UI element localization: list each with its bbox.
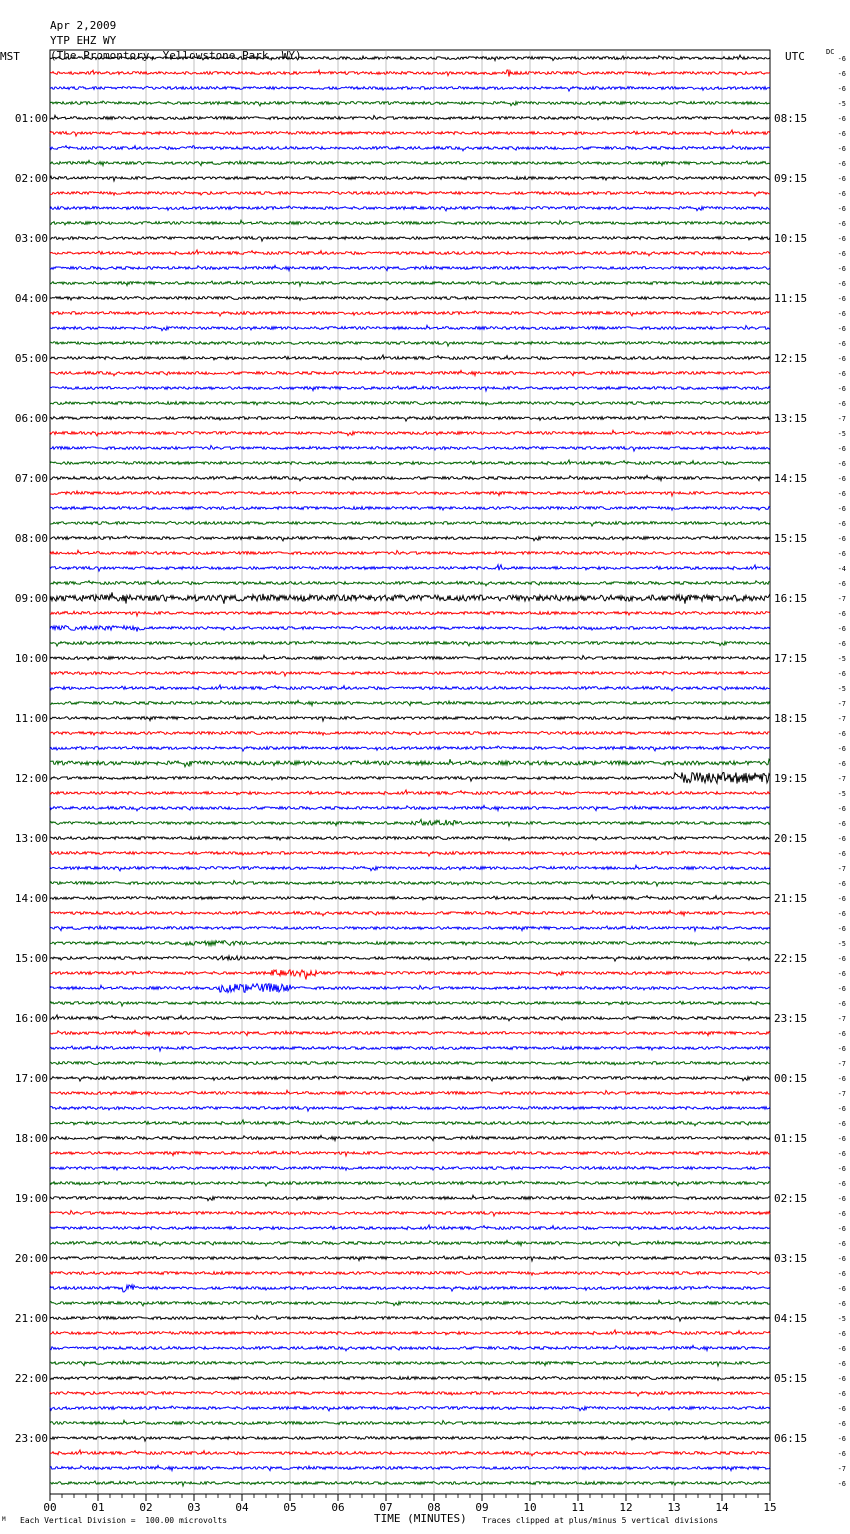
trace-line bbox=[50, 1135, 770, 1140]
dc-offset-label: -6 bbox=[837, 955, 846, 963]
left-hour-label: 17:00 bbox=[14, 1072, 48, 1085]
dc-offset-label: -6 bbox=[837, 1330, 846, 1338]
trace-line bbox=[50, 1166, 770, 1170]
dc-offset-label: -6 bbox=[837, 625, 846, 633]
trace-line bbox=[50, 655, 770, 660]
trace-line bbox=[50, 805, 770, 810]
dc-offset-label: -6 bbox=[837, 910, 846, 918]
trace-line bbox=[50, 1465, 770, 1470]
trace-line bbox=[50, 250, 770, 256]
dc-offset-label: -6 bbox=[837, 835, 846, 843]
trace-line bbox=[50, 1195, 770, 1200]
dc-offset-label: -6 bbox=[837, 850, 846, 858]
scale-note: Each Vertical Division = 100.00 microvolts bbox=[20, 1516, 228, 1525]
trace-line bbox=[50, 1046, 770, 1051]
dc-offset-label: -6 bbox=[837, 1180, 846, 1188]
x-tick-label: 05 bbox=[283, 1501, 297, 1514]
dc-offset-label: -5 bbox=[837, 790, 846, 798]
trace-line bbox=[50, 296, 770, 300]
dc-offset-label: -6 bbox=[837, 805, 846, 813]
trace-line bbox=[50, 70, 770, 77]
trace-line bbox=[50, 386, 770, 391]
dc-offset-label: -6 bbox=[837, 505, 846, 513]
dc-offset-label: -6 bbox=[837, 1030, 846, 1038]
trace-line bbox=[50, 731, 770, 735]
left-hour-label: 16:00 bbox=[14, 1012, 48, 1025]
dc-offset-label: -6 bbox=[837, 340, 846, 348]
dc-offset-label: -6 bbox=[837, 295, 846, 303]
dc-offset-label: -6 bbox=[837, 1270, 846, 1278]
trace-line bbox=[50, 716, 770, 721]
dc-offset-label: -6 bbox=[837, 250, 846, 258]
trace-line bbox=[50, 611, 770, 616]
trace-line bbox=[50, 86, 770, 91]
trace-line bbox=[50, 146, 770, 151]
dc-offset-header: DC bbox=[826, 48, 835, 56]
dc-offset-label: -6 bbox=[837, 235, 846, 243]
left-hour-label: 02:00 bbox=[14, 172, 48, 185]
trace-line bbox=[50, 910, 770, 915]
right-hour-label: 22:15 bbox=[774, 952, 808, 965]
trace-line bbox=[50, 1300, 770, 1306]
trace-line bbox=[50, 1090, 770, 1095]
trace-line bbox=[50, 851, 770, 856]
dc-offset-label: -6 bbox=[837, 145, 846, 153]
left-hour-label: 23:00 bbox=[14, 1432, 48, 1445]
dc-offset-label: -6 bbox=[837, 1435, 846, 1443]
trace-line bbox=[50, 401, 770, 405]
left-hour-label: 21:00 bbox=[14, 1312, 48, 1325]
trace-line bbox=[50, 101, 770, 106]
trace-line bbox=[50, 115, 770, 120]
trace-line bbox=[50, 55, 770, 61]
x-tick-label: 15 bbox=[763, 1501, 777, 1514]
dc-offset-label: -6 bbox=[837, 70, 846, 78]
dc-offset-label: -6 bbox=[837, 1135, 846, 1143]
trace-line bbox=[50, 220, 770, 225]
x-tick-label: 11 bbox=[571, 1501, 585, 1514]
trace-line bbox=[50, 1271, 770, 1275]
dc-offset-label: -6 bbox=[837, 1420, 846, 1428]
dc-offset-label: -6 bbox=[837, 1240, 846, 1248]
dc-offset-label: -6 bbox=[837, 55, 846, 63]
x-tick-label: 06 bbox=[331, 1501, 345, 1514]
dc-offset-label: -6 bbox=[837, 280, 846, 288]
right-hour-label: 16:15 bbox=[774, 592, 808, 605]
dc-offset-label: -6 bbox=[837, 1285, 846, 1293]
left-hour-label: 03:00 bbox=[14, 232, 48, 245]
right-hour-label: 20:15 bbox=[774, 832, 808, 845]
dc-offset-label: -5 bbox=[837, 685, 846, 693]
trace-line bbox=[50, 130, 770, 136]
dc-offset-label: -7 bbox=[837, 415, 846, 423]
left-hour-label: 07:00 bbox=[14, 472, 48, 485]
right-hour-label: 05:15 bbox=[774, 1372, 808, 1385]
dc-offset-label: -6 bbox=[837, 1405, 846, 1413]
dc-offset-label: -6 bbox=[837, 1105, 846, 1113]
dc-offset-label: -6 bbox=[837, 1345, 846, 1353]
dc-offset-label: -7 bbox=[837, 1060, 846, 1068]
x-tick-label: 01 bbox=[91, 1501, 105, 1514]
dc-offset-label: -6 bbox=[837, 1210, 846, 1218]
x-tick-label: 08 bbox=[427, 1501, 441, 1514]
trace-line bbox=[50, 265, 770, 270]
trace-line bbox=[50, 160, 770, 165]
trace-line bbox=[50, 416, 770, 421]
trace-line bbox=[50, 1181, 770, 1186]
left-hour-label: 09:00 bbox=[14, 592, 48, 605]
dc-offset-label: -6 bbox=[837, 460, 846, 468]
dc-offset-label: -6 bbox=[837, 130, 846, 138]
dc-offset-label: -6 bbox=[837, 745, 846, 753]
dc-offset-label: -6 bbox=[837, 1045, 846, 1053]
dc-offset-label: -6 bbox=[837, 925, 846, 933]
trace-line bbox=[50, 176, 770, 181]
right-hour-label: 01:15 bbox=[774, 1132, 808, 1145]
trace-line bbox=[50, 206, 770, 211]
trace-line bbox=[50, 1151, 770, 1156]
dc-offset-label: -6 bbox=[837, 985, 846, 993]
dc-offset-label: -7 bbox=[837, 865, 846, 873]
dc-offset-label: -6 bbox=[837, 880, 846, 888]
dc-offset-label: -5 bbox=[837, 655, 846, 663]
trace-line bbox=[50, 1361, 770, 1366]
trace-line bbox=[50, 895, 770, 900]
left-hour-label: 05:00 bbox=[14, 352, 48, 365]
dc-offset-label: -6 bbox=[837, 1360, 846, 1368]
left-hour-label: 06:00 bbox=[14, 412, 48, 425]
dc-offset-label: -6 bbox=[837, 1120, 846, 1128]
dc-offset-label: -6 bbox=[837, 520, 846, 528]
x-axis-title: TIME (MINUTES) bbox=[374, 1512, 467, 1525]
x-tick-label: 12 bbox=[619, 1501, 633, 1514]
trace-line bbox=[50, 581, 770, 586]
trace-line bbox=[50, 1420, 770, 1425]
right-hour-label: 10:15 bbox=[774, 232, 808, 245]
dc-offset-label: -6 bbox=[837, 550, 846, 558]
dc-offset-label: -7 bbox=[837, 1465, 846, 1473]
x-tick-label: 10 bbox=[523, 1501, 537, 1514]
trace-line bbox=[50, 836, 770, 840]
trace-line bbox=[50, 865, 770, 871]
clip-note: Traces clipped at plus/minus 5 vertical divisions bbox=[482, 1516, 719, 1525]
left-hour-label: 10:00 bbox=[14, 652, 48, 665]
left-hour-label: 14:00 bbox=[14, 892, 48, 905]
dc-offset-label: -7 bbox=[837, 1090, 846, 1098]
trace-line bbox=[50, 1481, 770, 1486]
dc-offset-label: -6 bbox=[837, 580, 846, 588]
dc-offset-label: -6 bbox=[837, 1255, 846, 1263]
trace-line bbox=[50, 1120, 770, 1126]
right-timezone-label: UTC bbox=[785, 50, 805, 63]
right-hour-label: 17:15 bbox=[774, 652, 808, 665]
dc-offset-label: -6 bbox=[837, 1225, 846, 1233]
trace-line bbox=[50, 773, 770, 784]
x-tick-label: 03 bbox=[187, 1501, 201, 1514]
left-hour-label: 01:00 bbox=[14, 112, 48, 125]
dc-offset-label: -6 bbox=[837, 175, 846, 183]
x-tick-label: 02 bbox=[139, 1501, 153, 1514]
trace-line bbox=[50, 1391, 770, 1396]
dc-offset-label: -6 bbox=[837, 355, 846, 363]
station-location: (The Promontory, Yellowstone Park, WY) bbox=[50, 49, 302, 62]
dc-offset-label: -6 bbox=[837, 385, 846, 393]
trace-line bbox=[50, 700, 770, 705]
trace-line bbox=[50, 550, 770, 555]
trace-line bbox=[50, 430, 770, 436]
right-hour-label: 19:15 bbox=[774, 772, 808, 785]
trace-line bbox=[50, 592, 770, 603]
left-hour-label: 20:00 bbox=[14, 1252, 48, 1265]
trace-line bbox=[50, 1450, 770, 1456]
dc-offset-label: -6 bbox=[837, 820, 846, 828]
trace-line bbox=[50, 1076, 770, 1081]
dc-offset-label: -6 bbox=[837, 730, 846, 738]
dc-offset-label: -5 bbox=[837, 1315, 846, 1323]
dc-offset-label: -6 bbox=[837, 190, 846, 198]
right-hour-label: 02:15 bbox=[774, 1192, 808, 1205]
trace-line bbox=[50, 819, 770, 826]
left-hour-label: 19:00 bbox=[14, 1192, 48, 1205]
dc-offset-label: -6 bbox=[837, 1480, 846, 1488]
dc-offset-label: -6 bbox=[837, 1390, 846, 1398]
trace-line bbox=[50, 1225, 770, 1230]
dc-offset-label: -6 bbox=[837, 1165, 846, 1173]
right-hour-label: 13:15 bbox=[774, 412, 808, 425]
dc-offset-label: -6 bbox=[837, 895, 846, 903]
left-hour-label: 12:00 bbox=[14, 772, 48, 785]
dc-offset-label: -6 bbox=[837, 220, 846, 228]
dc-offset-label: -6 bbox=[837, 1075, 846, 1083]
right-hour-label: 09:15 bbox=[774, 172, 808, 185]
x-tick-label: 14 bbox=[715, 1501, 729, 1514]
trace-line bbox=[50, 1330, 770, 1335]
trace-line bbox=[50, 881, 770, 887]
trace-line bbox=[50, 984, 770, 993]
trace-line bbox=[50, 1377, 770, 1381]
trace-line bbox=[50, 1211, 770, 1217]
dc-offset-label: -6 bbox=[837, 970, 846, 978]
dc-offset-label: -5 bbox=[837, 100, 846, 108]
trace-line bbox=[50, 941, 770, 946]
right-hour-label: 21:15 bbox=[774, 892, 808, 905]
trace-line bbox=[50, 1015, 770, 1021]
dc-offset-label: -6 bbox=[837, 445, 846, 453]
dc-offset-label: -7 bbox=[837, 715, 846, 723]
left-hour-label: 04:00 bbox=[14, 292, 48, 305]
dc-offset-label: -6 bbox=[837, 535, 846, 543]
dc-offset-label: -6 bbox=[837, 490, 846, 498]
dc-offset-label: -6 bbox=[837, 1375, 846, 1383]
left-hour-label: 13:00 bbox=[14, 832, 48, 845]
trace-line bbox=[50, 1107, 770, 1112]
dc-offset-label: -6 bbox=[837, 760, 846, 768]
dc-offset-label: -5 bbox=[837, 940, 846, 948]
dc-offset-label: -6 bbox=[837, 1195, 846, 1203]
dc-offset-label: -6 bbox=[837, 1150, 846, 1158]
left-hour-label: 15:00 bbox=[14, 952, 48, 965]
trace-line bbox=[50, 460, 770, 465]
trace-line bbox=[50, 790, 770, 795]
trace-line bbox=[50, 1061, 770, 1065]
trace-line bbox=[50, 342, 770, 347]
dc-offset-label: -7 bbox=[837, 595, 846, 603]
right-hour-label: 04:15 bbox=[774, 1312, 808, 1325]
left-timezone-label: MST bbox=[0, 50, 20, 63]
right-hour-label: 12:15 bbox=[774, 352, 808, 365]
trace-line bbox=[50, 191, 770, 196]
left-hour-label: 11:00 bbox=[14, 712, 48, 725]
trace-line bbox=[50, 685, 770, 691]
right-hour-label: 00:15 bbox=[774, 1072, 808, 1085]
dc-offset-label: -6 bbox=[837, 640, 846, 648]
x-tick-label: 07 bbox=[379, 1501, 393, 1514]
trace-line bbox=[50, 1001, 770, 1006]
dc-offset-label: -6 bbox=[837, 325, 846, 333]
right-hour-label: 18:15 bbox=[774, 712, 808, 725]
dc-offset-label: -6 bbox=[837, 1000, 846, 1008]
x-tick-label: 13 bbox=[667, 1501, 681, 1514]
x-tick-label: 04 bbox=[235, 1501, 249, 1514]
right-hour-label: 11:15 bbox=[774, 292, 808, 305]
dc-offset-label: -6 bbox=[837, 265, 846, 273]
trace-line bbox=[50, 626, 770, 632]
dc-offset-label: -4 bbox=[837, 565, 846, 573]
trace-line bbox=[50, 759, 770, 767]
trace-line bbox=[50, 1030, 770, 1035]
dc-offset-label: -6 bbox=[837, 205, 846, 213]
dc-offset-label: -6 bbox=[837, 85, 846, 93]
trace-line bbox=[50, 672, 770, 677]
right-hour-label: 14:15 bbox=[774, 472, 808, 485]
trace-line bbox=[50, 926, 770, 931]
trace-line bbox=[50, 355, 770, 360]
trace-line bbox=[50, 370, 770, 375]
plot-date: Apr 2,2009 bbox=[50, 19, 117, 32]
trace-line bbox=[50, 1240, 770, 1245]
trace-line bbox=[50, 1256, 770, 1261]
trace-line bbox=[50, 565, 770, 571]
trace-line bbox=[50, 746, 770, 751]
trace-line bbox=[50, 507, 770, 511]
trace-line bbox=[50, 1316, 770, 1322]
left-hour-label: 08:00 bbox=[14, 532, 48, 545]
trace-line bbox=[50, 1406, 770, 1411]
x-tick-label: 09 bbox=[475, 1501, 489, 1514]
dc-offset-label: -6 bbox=[837, 400, 846, 408]
station-code: YTP EHZ WY bbox=[50, 34, 117, 47]
dc-offset-label: -6 bbox=[837, 475, 846, 483]
trace-line bbox=[50, 1285, 770, 1292]
dc-offset-label: -6 bbox=[837, 1300, 846, 1308]
dc-offset-label: -6 bbox=[837, 115, 846, 123]
dc-offset-label: -5 bbox=[837, 430, 846, 438]
x-tick-label: 00 bbox=[43, 1501, 57, 1514]
dc-offset-label: -6 bbox=[837, 670, 846, 678]
dc-offset-label: -7 bbox=[837, 700, 846, 708]
right-hour-label: 23:15 bbox=[774, 1012, 808, 1025]
dc-offset-label: -6 bbox=[837, 160, 846, 168]
dc-offset-label: -6 bbox=[837, 310, 846, 318]
trace-line bbox=[50, 237, 770, 242]
corner-mark: M bbox=[2, 1516, 6, 1523]
trace-line bbox=[50, 311, 770, 316]
dc-offset-label: -6 bbox=[837, 610, 846, 618]
trace-line bbox=[50, 1345, 770, 1350]
trace-line bbox=[50, 281, 770, 286]
trace-line bbox=[50, 970, 770, 980]
trace-line bbox=[50, 446, 770, 452]
trace-line bbox=[50, 325, 770, 330]
trace-line bbox=[50, 491, 770, 496]
right-hour-label: 03:15 bbox=[774, 1252, 808, 1265]
right-hour-label: 15:15 bbox=[774, 532, 808, 545]
dc-offset-label: -7 bbox=[837, 775, 846, 783]
trace-line bbox=[50, 475, 770, 480]
trace-line bbox=[50, 641, 770, 646]
trace-line bbox=[50, 1436, 770, 1441]
left-hour-label: 22:00 bbox=[14, 1372, 48, 1385]
right-hour-label: 06:15 bbox=[774, 1432, 808, 1445]
left-hour-label: 18:00 bbox=[14, 1132, 48, 1145]
right-hour-label: 08:15 bbox=[774, 112, 808, 125]
trace-line bbox=[50, 521, 770, 526]
dc-offset-label: -6 bbox=[837, 1450, 846, 1458]
trace-line bbox=[50, 536, 770, 541]
dc-offset-label: -7 bbox=[837, 1015, 846, 1023]
trace-line bbox=[50, 956, 770, 961]
dc-offset-label: -6 bbox=[837, 370, 846, 378]
